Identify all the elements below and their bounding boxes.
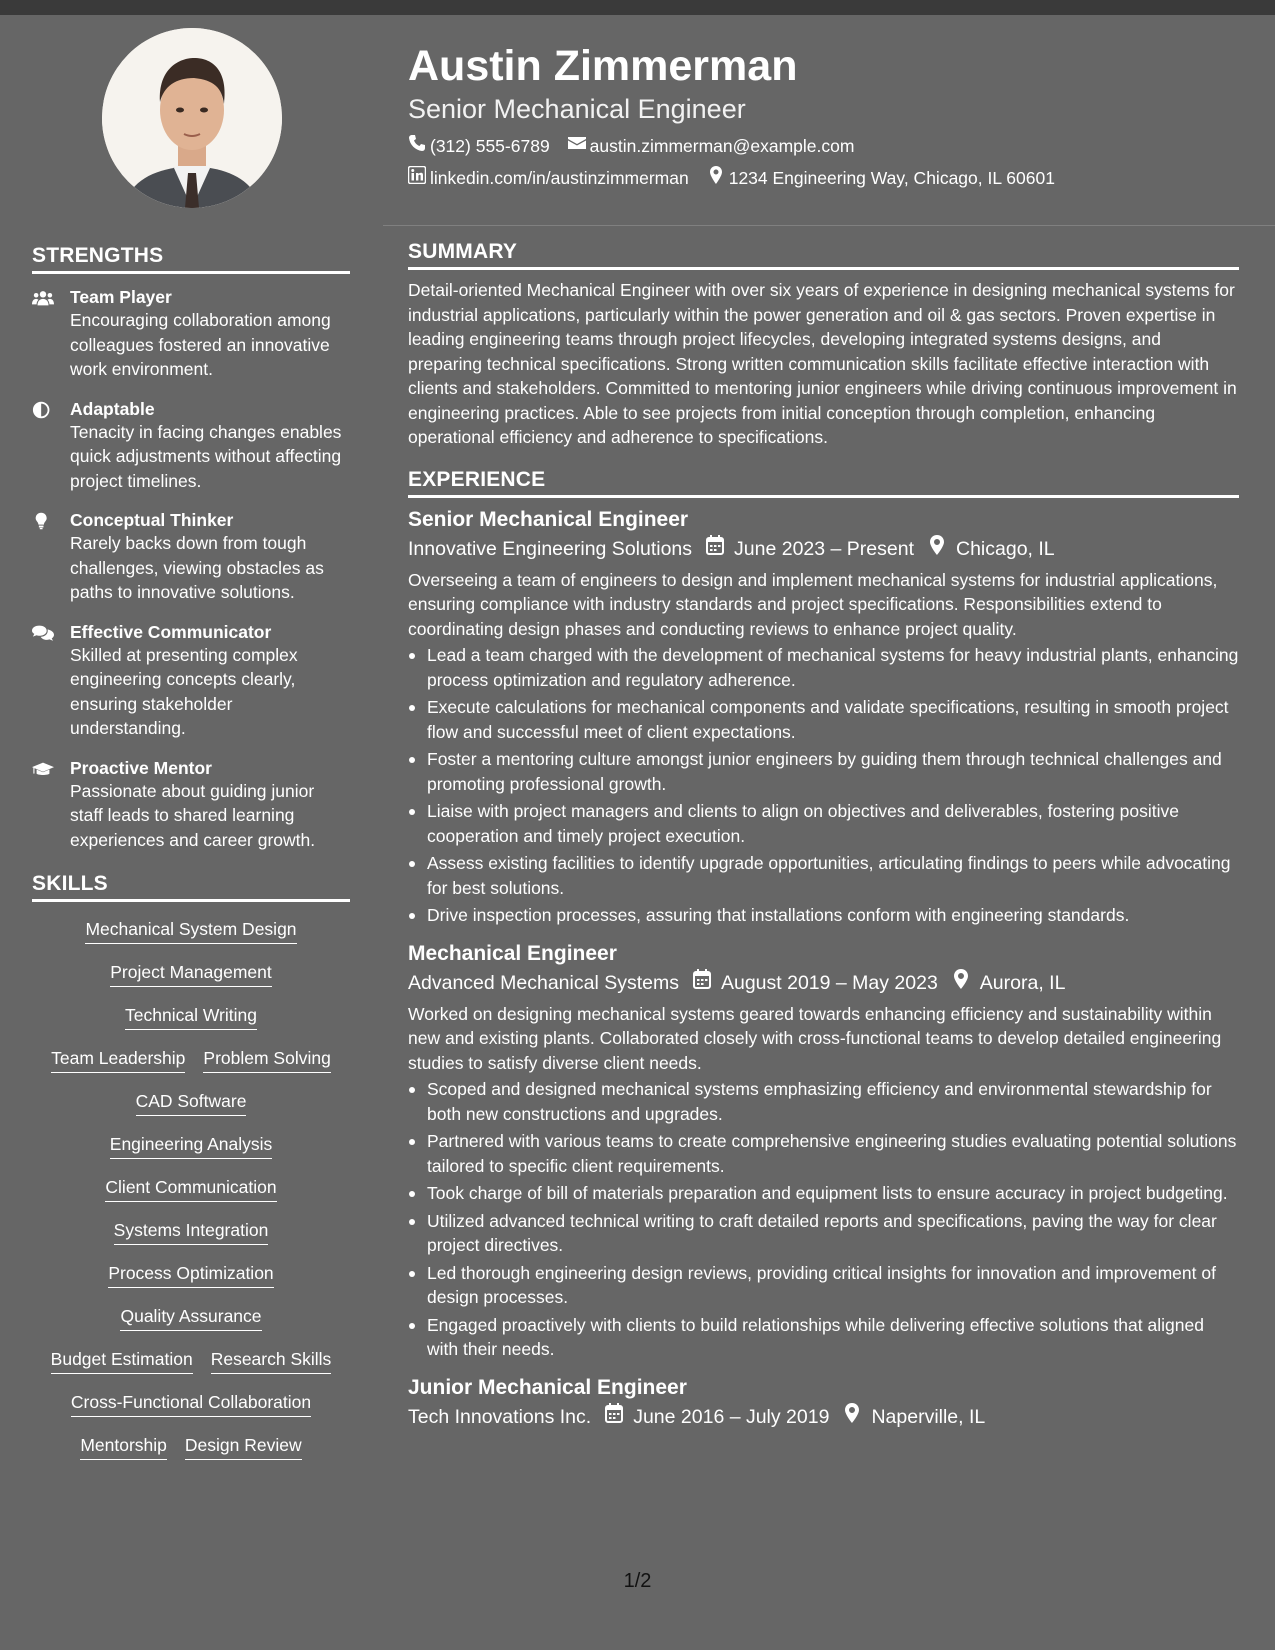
location-pin-icon xyxy=(952,968,980,998)
skill-row xyxy=(32,1047,350,1073)
strength-title: Team Player xyxy=(70,287,172,307)
job-dates xyxy=(605,1402,829,1432)
strength-description: Rarely backs down from tough challenges, viewing obstacles as paths to innovative solutions. xyxy=(70,533,324,602)
skill-row xyxy=(32,918,350,944)
company-text: Innovative Engineering Solutions xyxy=(408,537,693,560)
company-name xyxy=(408,1402,591,1432)
strength-title: Conceptual Thinker xyxy=(70,510,234,530)
job-meta xyxy=(408,968,1239,998)
strengths-heading: STRENGTHS xyxy=(32,244,350,274)
job-entry xyxy=(408,940,1239,1362)
job-bullets xyxy=(408,643,1239,928)
bullet-item: Partnered with various teams to create comprehensive engineering studies evaluating potential solutions tailored to specific client requirements. xyxy=(408,1129,1239,1178)
location-text: Chicago, IL xyxy=(956,537,1055,560)
envelope-icon xyxy=(568,134,590,158)
skill-row xyxy=(32,961,350,987)
skills-heading: SKILLS xyxy=(32,872,350,902)
bullet-item: Execute calculations for mechanical components and validate specifications, resulting in smooth project flow and successful meet of client expectations. xyxy=(408,695,1239,744)
dates-text: June 2016 – July 2019 xyxy=(633,1405,830,1428)
company-text: Advanced Mechanical Systems xyxy=(408,971,679,994)
candidate-name: Austin Zimmerman xyxy=(408,42,798,90)
skill-row xyxy=(32,1391,350,1417)
bullet-item: Drive inspection processes, assuring that installations conform with engineering standards. xyxy=(408,903,1239,928)
job-title: Mechanical Engineer xyxy=(408,941,617,965)
strength-description: Encouraging collaboration among colleagues fostered an innovative work environment. xyxy=(70,310,331,379)
skill-tag: Technical Writing xyxy=(125,1004,257,1030)
job-entry xyxy=(408,506,1239,928)
job-location xyxy=(952,968,1066,998)
company-name xyxy=(408,534,692,564)
strength-item xyxy=(32,757,350,853)
strength-description: Passionate about guiding junior staff leads to shared learning experiences and career growth. xyxy=(70,780,316,850)
bullet-item: Scoped and designed mechanical systems emphasizing efficiency and environmental stewardship for both new constructions and upgrades. xyxy=(408,1077,1239,1126)
strength-title: Proactive Mentor xyxy=(70,757,212,778)
strength-item xyxy=(32,509,350,605)
page-number: 1/2 xyxy=(623,1570,652,1592)
bullet-item: Lead a team charged with the development of mechanical systems for heavy industrial plants, enhancing process optimization and regulatory adherence. xyxy=(408,643,1239,692)
job-dates xyxy=(706,534,914,564)
sidebar xyxy=(32,28,350,1477)
skill-tag: Client Communication xyxy=(105,1176,276,1202)
location-pin-icon xyxy=(928,534,956,564)
strength-description: Skilled at presenting complex engineering concepts clearly, ensuring stakeholder understanding. xyxy=(70,644,298,738)
candidate-role: Senior Mechanical Engineer xyxy=(408,94,746,124)
location-text: Naperville, IL xyxy=(871,1405,986,1428)
job-meta xyxy=(408,1402,1239,1432)
skill-tag: Design Review xyxy=(185,1434,302,1460)
resume-header xyxy=(408,40,1238,190)
skill-tag: Systems Integration xyxy=(114,1219,269,1245)
top-bar xyxy=(0,0,1275,15)
location-text: Aurora, IL xyxy=(979,971,1066,994)
linkedin-url: linkedin.com/in/austinzimmerman xyxy=(430,168,689,188)
skill-tag: Process Optimization xyxy=(108,1262,273,1288)
dates-text: June 2023 – Present xyxy=(734,537,914,560)
skills-section xyxy=(32,872,350,1460)
bullet-item: Liaise with project managers and clients to align on objectives and deliverables, fostering positive cooperation and timely project execution. xyxy=(408,799,1239,848)
job-title: Junior Mechanical Engineer xyxy=(408,1375,687,1399)
skill-tag: Team Leadership xyxy=(51,1047,185,1073)
skill-tag: Project Management xyxy=(110,961,271,987)
users-icon xyxy=(32,286,70,382)
half-circle-icon xyxy=(32,398,70,494)
skill-row xyxy=(32,1219,350,1245)
bullet-item: Foster a mentoring culture amongst junior engineers by guiding them through technical challenges and promoting professional growth. xyxy=(408,747,1239,796)
strength-title: Adaptable xyxy=(70,398,155,419)
skill-tag: Engineering Analysis xyxy=(110,1133,272,1159)
job-title: Senior Mechanical Engineer xyxy=(408,507,689,531)
job-location xyxy=(843,1402,985,1432)
summary-heading: SUMMARY xyxy=(408,240,1239,270)
skill-row xyxy=(32,1348,350,1374)
strength-title: Effective Communicator xyxy=(70,621,272,642)
strength-description: Tenacity in facing changes enables quick adjustments without affecting project timelines. xyxy=(70,421,342,491)
skill-tag: Mentorship xyxy=(80,1434,167,1460)
job-entry xyxy=(408,1374,1239,1432)
bullet-item: Assess existing facilities to identify upgrade opportunities, articulating findings to peers while advocating for best solutions. xyxy=(408,851,1239,900)
bullet-item: Engaged proactively with clients to build relationships while delivering effective solutions that aligned with their needs. xyxy=(408,1313,1239,1362)
skill-row xyxy=(32,1176,350,1202)
skills-list xyxy=(32,918,350,1460)
experience-heading: EXPERIENCE xyxy=(408,468,1239,498)
graduation-cap-icon xyxy=(32,757,70,853)
address-text: 1234 Engineering Way, Chicago, IL 60601 xyxy=(728,168,1055,188)
lightbulb-icon xyxy=(32,509,70,605)
company-text: Tech Innovations Inc. xyxy=(408,1405,592,1428)
summary-text: Detail-oriented Mechanical Engineer with over six years of experience in designing mechanical systems for industrial applications, particularly within the power generation and oil & gas sectors. Proven expertise in leading engineering teams through project lifecycles, developing integrated systems designs, and preparing technical specifications. Strong written communication skills facilitate effective interaction with clients and stakeholders. Committed to mentoring junior engineers while driving continuous improvement in engineering practices. Able to see projects from initial conception through completion, enhancing operational efficiency and adherence to specifications. xyxy=(408,280,1237,447)
skill-row xyxy=(32,1305,350,1331)
skill-tag: Mechanical System Design xyxy=(85,918,296,944)
calendar-icon xyxy=(693,968,721,998)
skill-row xyxy=(32,1262,350,1288)
phone-number: (312) 555-6789 xyxy=(430,136,550,156)
job-description: Worked on designing mechanical systems geared towards enhancing efficiency and sustainability within new and existing plants. Collaborated closely with cross-functional teams to develop detailed engineering studies to satisfy diverse client needs. xyxy=(408,1003,1222,1073)
job-meta xyxy=(408,534,1239,564)
job-dates xyxy=(693,968,938,998)
linkedin-contact[interactable] xyxy=(408,166,689,190)
main-content xyxy=(408,240,1239,1444)
calendar-icon xyxy=(605,1402,633,1432)
skill-row xyxy=(32,1133,350,1159)
contact-row xyxy=(408,134,1238,158)
strength-item xyxy=(32,398,350,494)
bullet-item: Utilized advanced technical writing to craft detailed reports and specifications, paving the way for clear project directives. xyxy=(408,1209,1239,1258)
email-contact[interactable] xyxy=(568,134,855,158)
address-contact xyxy=(707,166,1055,190)
skill-tag: Cross-Functional Collaboration xyxy=(71,1391,311,1417)
job-description: Overseeing a team of engineers to design and implement mechanical systems for industrial applications, ensuring compliance with industry standards and project specifications. Responsibilities extend to coordinating design phases and conducting reviews to enhance project quality. xyxy=(408,569,1218,639)
job-bullets xyxy=(408,1077,1239,1362)
profile-photo xyxy=(102,28,282,208)
skill-row xyxy=(32,1434,350,1460)
bullet-item: Took charge of bill of materials preparation and equipment lists to ensure accuracy in project budgeting. xyxy=(408,1181,1239,1206)
dates-text: August 2019 – May 2023 xyxy=(720,971,938,994)
strength-item xyxy=(32,286,350,382)
calendar-icon xyxy=(706,534,734,564)
bullet-item: Led thorough engineering design reviews, providing critical insights for innovation and improvement of design processes. xyxy=(408,1261,1239,1310)
location-pin-icon xyxy=(843,1402,871,1432)
skill-tag: Research Skills xyxy=(211,1348,332,1374)
skill-row xyxy=(32,1004,350,1030)
skill-tag: Budget Estimation xyxy=(51,1348,193,1374)
linkedin-icon xyxy=(408,166,430,190)
contact-row xyxy=(408,166,1238,190)
company-name xyxy=(408,968,679,998)
chat-icon xyxy=(32,621,70,741)
skill-tag: Problem Solving xyxy=(203,1047,330,1073)
header-divider xyxy=(383,225,1275,226)
skill-row xyxy=(32,1090,350,1116)
email-address: austin.zimmerman@example.com xyxy=(589,136,855,156)
skill-tag: CAD Software xyxy=(136,1090,247,1116)
strength-item xyxy=(32,621,350,741)
skill-tag: Quality Assurance xyxy=(120,1305,261,1331)
phone-icon xyxy=(408,134,430,158)
strengths-section xyxy=(32,244,350,852)
location-pin-icon xyxy=(707,166,729,190)
job-location xyxy=(928,534,1055,564)
phone-contact[interactable] xyxy=(408,134,550,158)
